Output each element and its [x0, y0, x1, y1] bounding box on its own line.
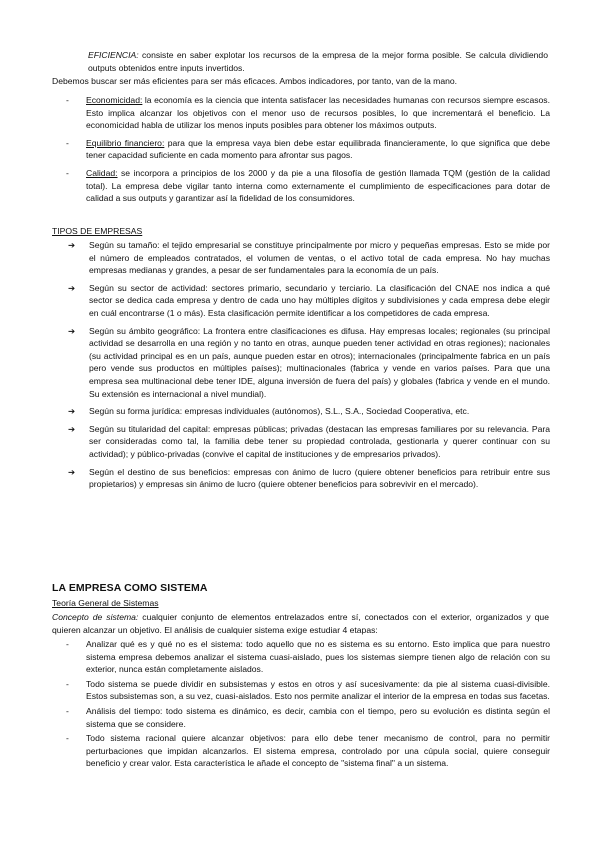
type-item: [68, 423, 550, 461]
type-item: [68, 239, 550, 277]
stages-list: [66, 638, 550, 772]
stage-item: [66, 705, 550, 730]
type-item: [68, 282, 550, 320]
system-concept-term: Concepto de sistema:: [52, 612, 139, 622]
concept-item: [66, 94, 550, 132]
dash-marker: -: [66, 137, 69, 148]
type-text: Según el destino de sus beneficios: empresas con ánimo de lucro (quiere obtener beneficios para retribuir entre sus propietarios) y empresas sin ánimo de lucro (quiere obtener beneficios para sobrevivir en el mercado).: [89, 466, 550, 490]
efficiency-text: consiste en saber explotar los recursos de la empresa de la mejor forma posible. Se calcula dividiendo outputs obtenidos entre inputs invertidos.: [88, 50, 548, 73]
type-text: Según su ámbito geográfico: La frontera entre clasificaciones es difusa. Hay empresas locales; regionales (su principal actividad se desarrolla en una región y no tanto en otras, aunque pueden tener actividad en otras regiones); nacionales (su actividad principal es en un país, aunque pueden estar en otros); internacionales (principalmente fabrica en un país pero vende sus productos en múltiples países); multinacionales (fabrica y vende en varios países. Para que una empresa sea multinacional debe tener IDE, alguna inversión de fuera del país) y globales (fabrica y vende en el mundo. Su extensión es internacional a nivel mundial).: [89, 325, 550, 399]
concept-item: [66, 167, 550, 205]
stage-item: [66, 638, 550, 676]
stage-text: Analizar qué es y qué no es el sistema: todo aquello que no es sistema es su entorno. Esto implica que para nuestro sistema empresa debemos analizar el sistema cuasi-aislado, pues los sistemas siempre tienen algo de relación con su exterior, nunca están completamente aislados.: [86, 639, 550, 675]
concept-item: [66, 137, 550, 162]
concept-text: se incorpora a principios de los 2000 y da pie a una filosofía de gestión llamada TQM (gestión de la calidad total). La empresa debe vigilar tanto interna como externamente el cumplimiento de especificaciones para dotar de calidad a sus outputs y garantizar así la fidelidad de los consumidores.: [86, 167, 550, 204]
type-text: Según su tamaño: el tejido empresarial se constituye principalmente por micro y pequeñas empresas. Esto se mide por el número de empleados contratados, el volumen de ventas, o el activo total de cada empresa. No hay muchas empresas medianas y grandes, a pesar de ser fundamentales para la economía de un país.: [89, 240, 550, 276]
dash-marker: -: [66, 639, 69, 649]
concept-term: Calidad:: [86, 167, 118, 178]
stage-item: [66, 732, 550, 770]
efficiency-term: EFICIENCIA:: [88, 50, 139, 60]
concept-term: Economicidad:: [86, 95, 143, 105]
dash-marker: -: [66, 95, 69, 105]
arrow-marker: ➔: [68, 406, 76, 417]
stage-text: Todo sistema se puede dividir en subsistemas y estos en otros y así sucesivamente: da pie al sistema cuasi-divisible. Estos subsistemas son, a su vez, cuasi-aislados. Esto nos permite analizar el interior de la empresa en todas sus facetas.: [86, 678, 550, 702]
type-item: [68, 405, 550, 418]
dash-marker: -: [66, 678, 69, 689]
types-heading: TIPOS DE EMPRESAS: [52, 226, 143, 236]
type-text: Según su titularidad del capital: empresas públicas; privadas (destacan las empresas familiares por su relevancia. Para ser consideradas como tal, la familia debe tener su propiedad controlada, gestionarla y querer continuar con su actividad); y público-privadas (convive el capital de instituciones y de empresarios privados).: [89, 423, 550, 459]
concept-list: [66, 94, 550, 210]
concept-text: para que la empresa vaya bien debe estar equilibrada financieramente, lo que significa que debe tener capacidad suficiente en cada momento para afrontar sus pagos.: [86, 137, 550, 161]
dash-marker: -: [66, 167, 69, 178]
arrow-marker: ➔: [68, 466, 76, 477]
system-heading: LA EMPRESA COMO SISTEMA: [52, 582, 208, 594]
arrow-marker: ➔: [68, 325, 76, 336]
arrow-marker: ➔: [68, 240, 76, 250]
arrow-marker: ➔: [68, 423, 76, 434]
efficiency-paragraph: [88, 49, 548, 74]
intro-line: Debemos buscar ser más eficientes para ser más eficaces. Ambos indicadores, por tanto, van de la mano.: [52, 76, 458, 86]
arrow-marker: ➔: [68, 282, 76, 293]
concept-text: la economía es la ciencia que intenta satisfacer las necesidades humanas con recursos siempre escasos. Esto implica alcanzar los objetivos con el menor uso de recursos posibles, lo que incrementará el beneficio. La economicidad habla de utilizar los menos inputs posibles para obtener los máximos outputs.: [86, 95, 550, 131]
type-item: [68, 466, 550, 491]
dash-marker: -: [66, 733, 69, 744]
type-item: [68, 325, 550, 401]
types-list: [68, 239, 550, 496]
system-concept-paragraph: [52, 611, 549, 636]
dash-marker: -: [66, 705, 69, 716]
system-concept-text: cualquier conjunto de elementos entrelazados entre sí, conectados con el exterior, organizados y que quieren alcanzar un objetivo. El análisis de cualquier sistema exige estudiar 4 etapas:: [52, 612, 549, 635]
stage-text: Todo sistema racional quiere alcanzar objetivos: para ello debe tener mecanismo de control, para no permitir perturbaciones que impidan alcanzarlos. El sistema empresa, controlado por una cúpula social, quiere conseguir beneficio y crear valor. Esta característica le añade el concepto de "sistema final" a un sistema.: [86, 733, 550, 769]
stage-text: Análisis del tiempo: todo sistema es dinámico, es decir, cambia con el tiempo, pero su evolución es distinta según el sistema que se considere.: [86, 705, 550, 729]
stage-item: [66, 678, 550, 703]
concept-term: Equilibrio financiero:: [86, 137, 165, 148]
type-text: Según su forma jurídica: empresas individuales (autónomos), S.L., S.A., Sociedad Cooperativa, etc.: [89, 406, 470, 417]
system-subheading: Teoría General de Sistemas: [52, 598, 159, 608]
type-text: Según su sector de actividad: sectores primario, secundario y terciario. La clasificación del CNAE nos indica a qué sector se dedica cada empresa y dentro de cada uno hay múltiples dígitos y subdivisiones y cada empresa debe elegir en cuál encontrarse (1 o más). Esta clasificación permite identificar a los competidores de cada empresa.: [89, 282, 550, 318]
